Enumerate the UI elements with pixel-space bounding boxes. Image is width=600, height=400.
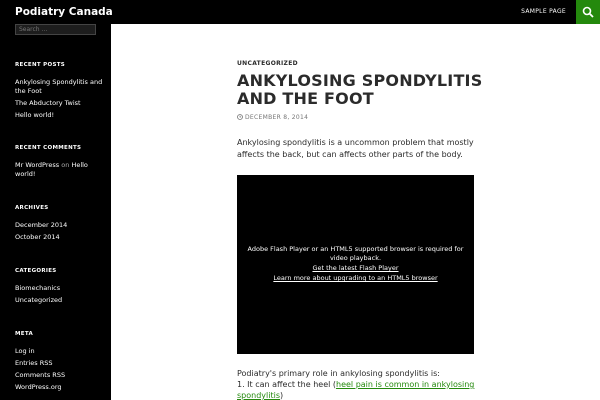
recent-comments-heading: RECENT COMMENTS	[15, 145, 82, 151]
post-category-link[interactable]: UNCATEGORIZED	[237, 60, 298, 67]
html5-upgrade-link[interactable]: Learn more about upgrading to an HTML5 browser	[273, 274, 438, 282]
meta-link[interactable]: WordPress.org	[15, 383, 62, 391]
comment-author-link[interactable]: Mr WordPress	[15, 161, 60, 169]
comment-post-link[interactable]: Hello world!	[15, 161, 88, 178]
recent-post-link[interactable]: The Abductory Twist	[15, 99, 81, 107]
post-intro: Ankylosing spondylitis is a uncommon problem that mostly affects the back, but can affects other parts of the body.	[237, 138, 474, 159]
meta-link[interactable]: Log in	[15, 347, 35, 355]
post-title: ANKYLOSING SPONDYLITIS AND THE FOOT	[237, 71, 483, 108]
category-link[interactable]: Uncategorized	[15, 296, 63, 304]
site-title[interactable]: Podiatry Canada	[15, 6, 113, 18]
video-fallback	[237, 245, 474, 283]
archives-heading: ARCHIVES	[15, 205, 49, 211]
main-content	[111, 24, 600, 400]
recent-comment	[15, 161, 105, 179]
search-input[interactable]	[15, 24, 96, 35]
meta-link[interactable]: Entries RSS	[15, 359, 53, 367]
meta-link[interactable]: Comments RSS	[15, 371, 66, 379]
heel-pain-link[interactable]: heel pain is common in ankylosing spondylitis	[237, 380, 475, 400]
top-bar	[0, 0, 600, 24]
body-line: Podiatry's primary role in ankylosing spondylitis is:	[237, 369, 440, 378]
clock-icon	[237, 114, 243, 120]
archive-link[interactable]: October 2014	[15, 233, 60, 241]
archive-link[interactable]: December 2014	[15, 221, 68, 229]
post-date	[237, 114, 308, 121]
comment-on-text: on	[61, 161, 70, 169]
post-date-link[interactable]: DECEMBER 8, 2014	[245, 114, 309, 121]
recent-post-link[interactable]: Hello world!	[15, 111, 55, 119]
search-toggle-button[interactable]	[576, 0, 600, 24]
body-line	[237, 379, 477, 400]
recent-posts-heading: RECENT POSTS	[15, 62, 66, 68]
recent-post-link[interactable]: Ankylosing Spondylitis and the Foot	[15, 78, 103, 95]
search-icon	[582, 6, 594, 18]
video-fallback-message: Adobe Flash Player or an HTML5 supported browser is required for video playback.	[247, 245, 464, 262]
category-link[interactable]: Biomechanics	[15, 284, 61, 292]
sidebar	[0, 24, 111, 400]
video-player[interactable]	[237, 175, 474, 354]
nav-sample-page[interactable]: SAMPLE PAGE	[521, 8, 566, 15]
body-text: )	[280, 391, 284, 400]
categories-heading: CATEGORIES	[15, 268, 57, 274]
meta-heading: META	[15, 331, 34, 337]
flash-player-link[interactable]: Get the latest Flash Player	[312, 264, 399, 272]
body-text: 1. It can affect the heel (	[237, 380, 337, 389]
post-body	[237, 368, 477, 400]
